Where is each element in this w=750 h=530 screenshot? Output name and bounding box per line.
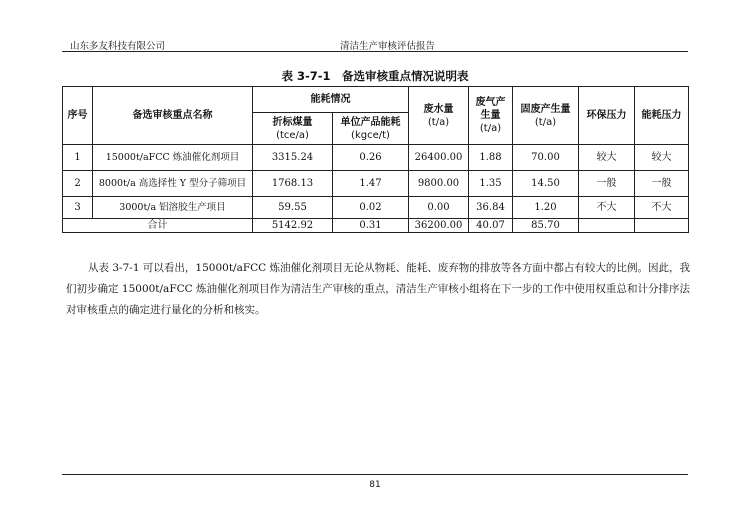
cell-gas: 1.35 bbox=[469, 171, 513, 197]
header-energy: 能耗情况 bbox=[253, 87, 409, 113]
table-row bbox=[63, 145, 689, 171]
cell-coal: 1768.13 bbox=[253, 171, 333, 197]
header-energy-pressure: 能耗压力 bbox=[635, 87, 689, 145]
cell-total-wastewater: 36200.00 bbox=[409, 219, 469, 233]
cell-gas: 1.88 bbox=[469, 145, 513, 171]
cell-total-unit-energy: 0.31 bbox=[333, 219, 409, 233]
cell-coal: 3315.24 bbox=[253, 145, 333, 171]
footer-divider bbox=[62, 474, 688, 475]
cell-env-pressure: 不大 bbox=[579, 197, 635, 219]
cell-energy-pressure: 一般 bbox=[635, 171, 689, 197]
cell-total-energy-pressure bbox=[635, 219, 689, 233]
cell-env-pressure: 一般 bbox=[579, 171, 635, 197]
cell-total-gas: 40.07 bbox=[469, 219, 513, 233]
cell-total-coal: 5142.92 bbox=[253, 219, 333, 233]
cell-name: 15000t/aFCC 炼油催化剂项目 bbox=[93, 145, 253, 171]
cell-energy-pressure: 不大 bbox=[635, 197, 689, 219]
cell-wastewater: 0.00 bbox=[409, 197, 469, 219]
cell-index: 1 bbox=[63, 145, 93, 171]
cell-wastewater: 26400.00 bbox=[409, 145, 469, 171]
cell-total-solid: 85.70 bbox=[513, 219, 579, 233]
header-wastewater: 废水量 (t/a) bbox=[409, 87, 469, 145]
cell-energy-pressure: 较大 bbox=[635, 145, 689, 171]
cell-index: 3 bbox=[63, 197, 93, 219]
cell-solid: 1.20 bbox=[513, 197, 579, 219]
cell-name: 3000t/a 铝溶胶生产项目 bbox=[93, 197, 253, 219]
header-solid: 固废产生量 (t/a) bbox=[513, 87, 579, 145]
header-divider bbox=[62, 51, 688, 52]
cell-unit-energy: 1.47 bbox=[333, 171, 409, 197]
table-total-row bbox=[63, 219, 689, 233]
cell-solid: 14.50 bbox=[513, 171, 579, 197]
table-row bbox=[63, 197, 689, 219]
table-caption: 表 3-7-1 备选审核重点情况说明表 bbox=[281, 69, 469, 83]
header-unit-energy: 单位产品能耗 (kgce/t) bbox=[333, 113, 409, 145]
cell-unit-energy: 0.26 bbox=[333, 145, 409, 171]
page-number: 81 bbox=[369, 480, 381, 490]
cell-solid: 70.00 bbox=[513, 145, 579, 171]
cell-total-label: 合计 bbox=[63, 219, 253, 233]
header-report-title: 清洁生产审核评估报告 bbox=[340, 41, 436, 52]
body-paragraph: 从表 3-7-1 可以看出，15000t/aFCC 炼油催化剂项目无论从物耗、能耗、废弃物的排放等各方面中都占有较大的比例。因此，我们初步确定 15000t/aFCC 炼油催化剂项目作为清洁生产审核的重点，清洁生产审核小组将在下一步的工作中使用权重总和计分排序法对审核重点的确定进行量化的分析和核实。 bbox=[66, 262, 690, 316]
cell-wastewater: 9800.00 bbox=[409, 171, 469, 197]
cell-name: 8000t/a 高选择性 Y 型分子筛项目 bbox=[93, 171, 253, 197]
cell-index: 2 bbox=[63, 171, 93, 197]
cell-gas: 36.84 bbox=[469, 197, 513, 219]
header-name: 备选审核重点名称 bbox=[93, 87, 253, 145]
cell-coal: 59.55 bbox=[253, 197, 333, 219]
header-index: 序号 bbox=[63, 87, 93, 145]
header-coal: 折标煤量 (tce/a) bbox=[253, 113, 333, 145]
table-row bbox=[63, 171, 689, 197]
header-gas: 废气产生量 (t/a) bbox=[469, 87, 513, 145]
header-env-pressure: 环保压力 bbox=[579, 87, 635, 145]
candidate-audit-table bbox=[62, 86, 689, 233]
cell-env-pressure: 较大 bbox=[579, 145, 635, 171]
cell-total-env-pressure bbox=[579, 219, 635, 233]
header-company: 山东多友科技有限公司 bbox=[70, 41, 166, 52]
cell-unit-energy: 0.02 bbox=[333, 197, 409, 219]
